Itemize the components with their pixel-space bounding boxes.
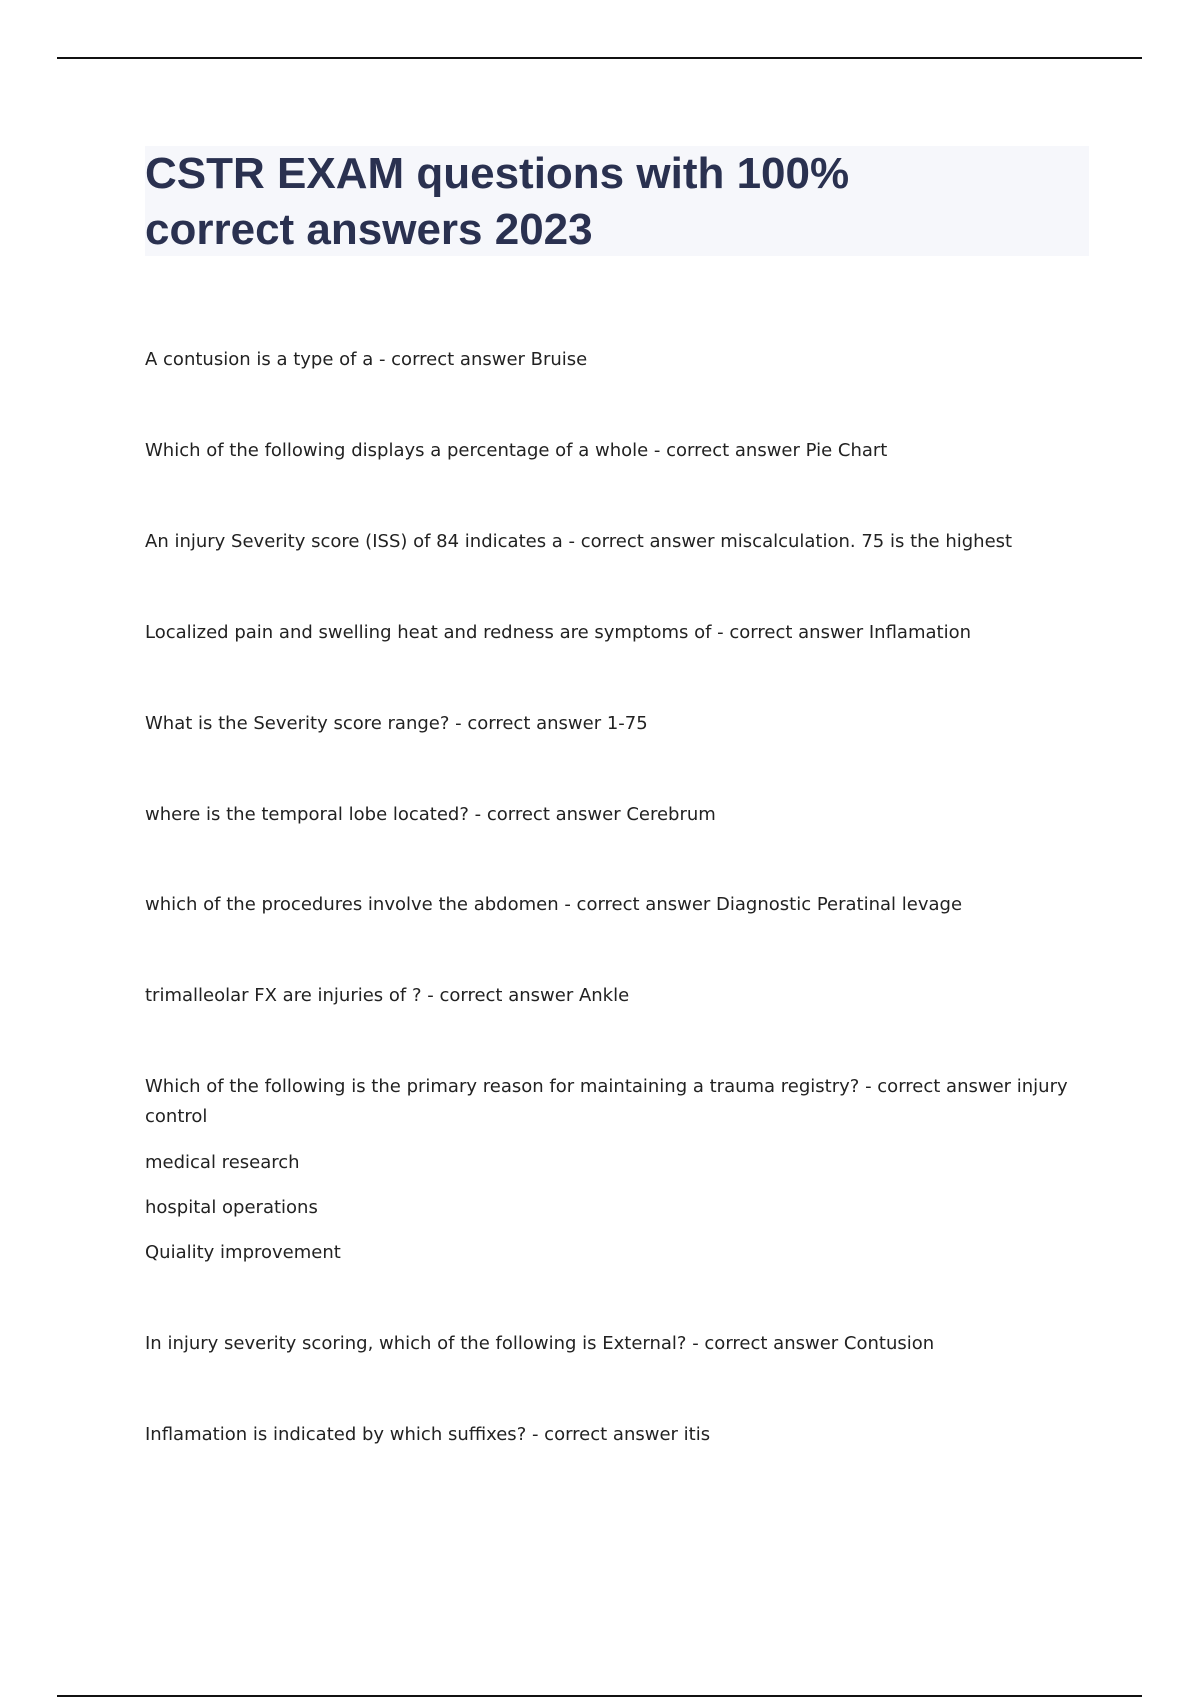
answer-option: hospital operations [145,1197,318,1218]
qa-item: Which of the following displays a percentage of a whole - correct answer Pie Chart [145,440,888,461]
qa-item: where is the temporal lobe located? - correct answer Cerebrum [145,804,716,825]
qa-item: which of the procedures involve the abdomen - correct answer Diagnostic Peratinal levage [145,894,963,915]
qa-item: Localized pain and swelling heat and redness are symptoms of - correct answer Inflamation [145,622,971,643]
qa-item: In injury severity scoring, which of the following is External? - correct answer Contusion [145,1333,935,1354]
top-rule [57,57,1142,59]
qa-item: An injury Severity score (ISS) of 84 indicates a - correct answer miscalculation. 75 is the highest [145,531,1013,552]
qa-item: What is the Severity score range? - correct answer 1-75 [145,713,648,734]
qa-item: A contusion is a type of a - correct answer Bruise [145,349,588,370]
answer-option: medical research [145,1152,300,1173]
qa-item: Inflamation is indicated by which suffixes? - correct answer itis [145,1424,711,1445]
qa-item: trimalleolar FX are injuries of ? - correct answer Ankle [145,985,630,1006]
qa-item: Which of the following is the primary reason for maintaining a trauma registry? - correct answer injury control [145,1076,1068,1127]
bottom-rule [57,1695,1142,1697]
document-title: CSTR EXAM questions with 100% correct answers 2023 [145,149,850,254]
answer-option: Quiality improvement [145,1242,341,1263]
